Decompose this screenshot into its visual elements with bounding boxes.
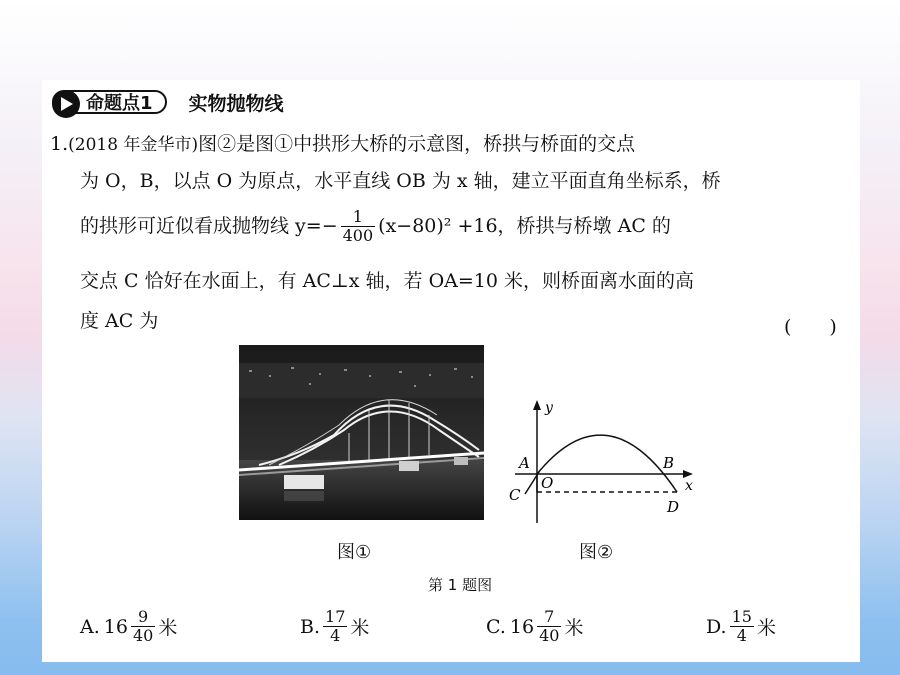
option-a-unit: 米	[158, 617, 178, 640]
option-c-whole: 16	[509, 615, 535, 638]
x-axis-label: x	[685, 478, 693, 494]
topic-badge	[52, 90, 167, 114]
option-d-denominator: 4	[730, 626, 754, 645]
option-c[interactable]	[486, 608, 583, 646]
option-d-letter: D.	[706, 615, 727, 638]
point-B-label: B	[663, 454, 675, 472]
option-c-letter: C.	[486, 615, 506, 638]
question-line-2: 为 O，B，以点 O 为原点，水平直线 OB 为 x 轴，建立平面直角坐标系，桥	[80, 170, 721, 192]
question-line-4: 交点 C 恰好在水面上，有 AC⊥x 轴，若 OA=10 米，则桥面离水面的高	[80, 270, 695, 292]
option-a[interactable]	[80, 608, 177, 646]
question-line-1	[50, 135, 635, 154]
option-a-letter: A.	[80, 615, 100, 638]
question-text-1: 图②是图①中拱形大桥的示意图，桥拱与桥面的交点	[198, 133, 636, 155]
option-b-fraction	[323, 608, 347, 646]
section-header	[52, 88, 284, 116]
option-d-numerator: 15	[731, 607, 752, 626]
question-line-5: 度 AC 为	[80, 310, 159, 332]
option-a-whole: 16	[103, 615, 128, 638]
play-icon	[52, 90, 80, 118]
topic-title: 实物抛物线	[188, 92, 284, 115]
option-b[interactable]	[300, 608, 369, 646]
option-a-denominator: 40	[132, 626, 154, 646]
point-D-label: D	[667, 498, 680, 516]
point-A-label: A	[519, 454, 530, 472]
fraction-denominator: 400	[342, 226, 374, 246]
option-a-numerator: 9	[138, 607, 149, 626]
question-line-3	[80, 208, 671, 246]
fraction-numerator: 1	[352, 207, 363, 226]
parabola-diagram	[497, 398, 707, 528]
option-c-unit: 米	[564, 617, 584, 640]
badge-label: 命题点1	[86, 93, 153, 114]
question-text-3a: 的拱形可近似看成抛物线 y=−	[80, 215, 338, 238]
figure-title: 第 1 题图	[428, 576, 493, 594]
question-card	[42, 80, 860, 662]
question-number: 1.	[50, 133, 69, 155]
point-C-label: C	[509, 486, 521, 504]
point-O-label: O	[541, 474, 554, 492]
figure-1-caption: 图①	[337, 542, 372, 563]
figure-2-caption: 图②	[579, 542, 614, 563]
option-d-fraction	[730, 608, 754, 646]
coefficient-fraction	[341, 208, 376, 246]
option-c-denominator: 40	[539, 626, 560, 646]
option-d[interactable]	[706, 608, 776, 646]
answer-bracket: ( )	[784, 316, 837, 338]
option-b-denominator: 4	[323, 626, 347, 645]
option-d-unit: 米	[756, 617, 776, 640]
option-c-fraction	[537, 608, 561, 646]
y-axis-label: y	[545, 400, 553, 416]
option-c-numerator: 7	[544, 607, 555, 626]
option-a-fraction	[131, 608, 155, 646]
question-text-3b: (x−80)² +16，桥拱与桥墩 AC 的	[378, 215, 671, 238]
option-b-unit: 米	[350, 617, 370, 640]
bridge-photo	[239, 345, 484, 520]
question-source: (2018 年金华市)	[68, 135, 199, 155]
option-b-numerator: 17	[325, 607, 346, 626]
option-b-letter: B.	[300, 615, 321, 638]
